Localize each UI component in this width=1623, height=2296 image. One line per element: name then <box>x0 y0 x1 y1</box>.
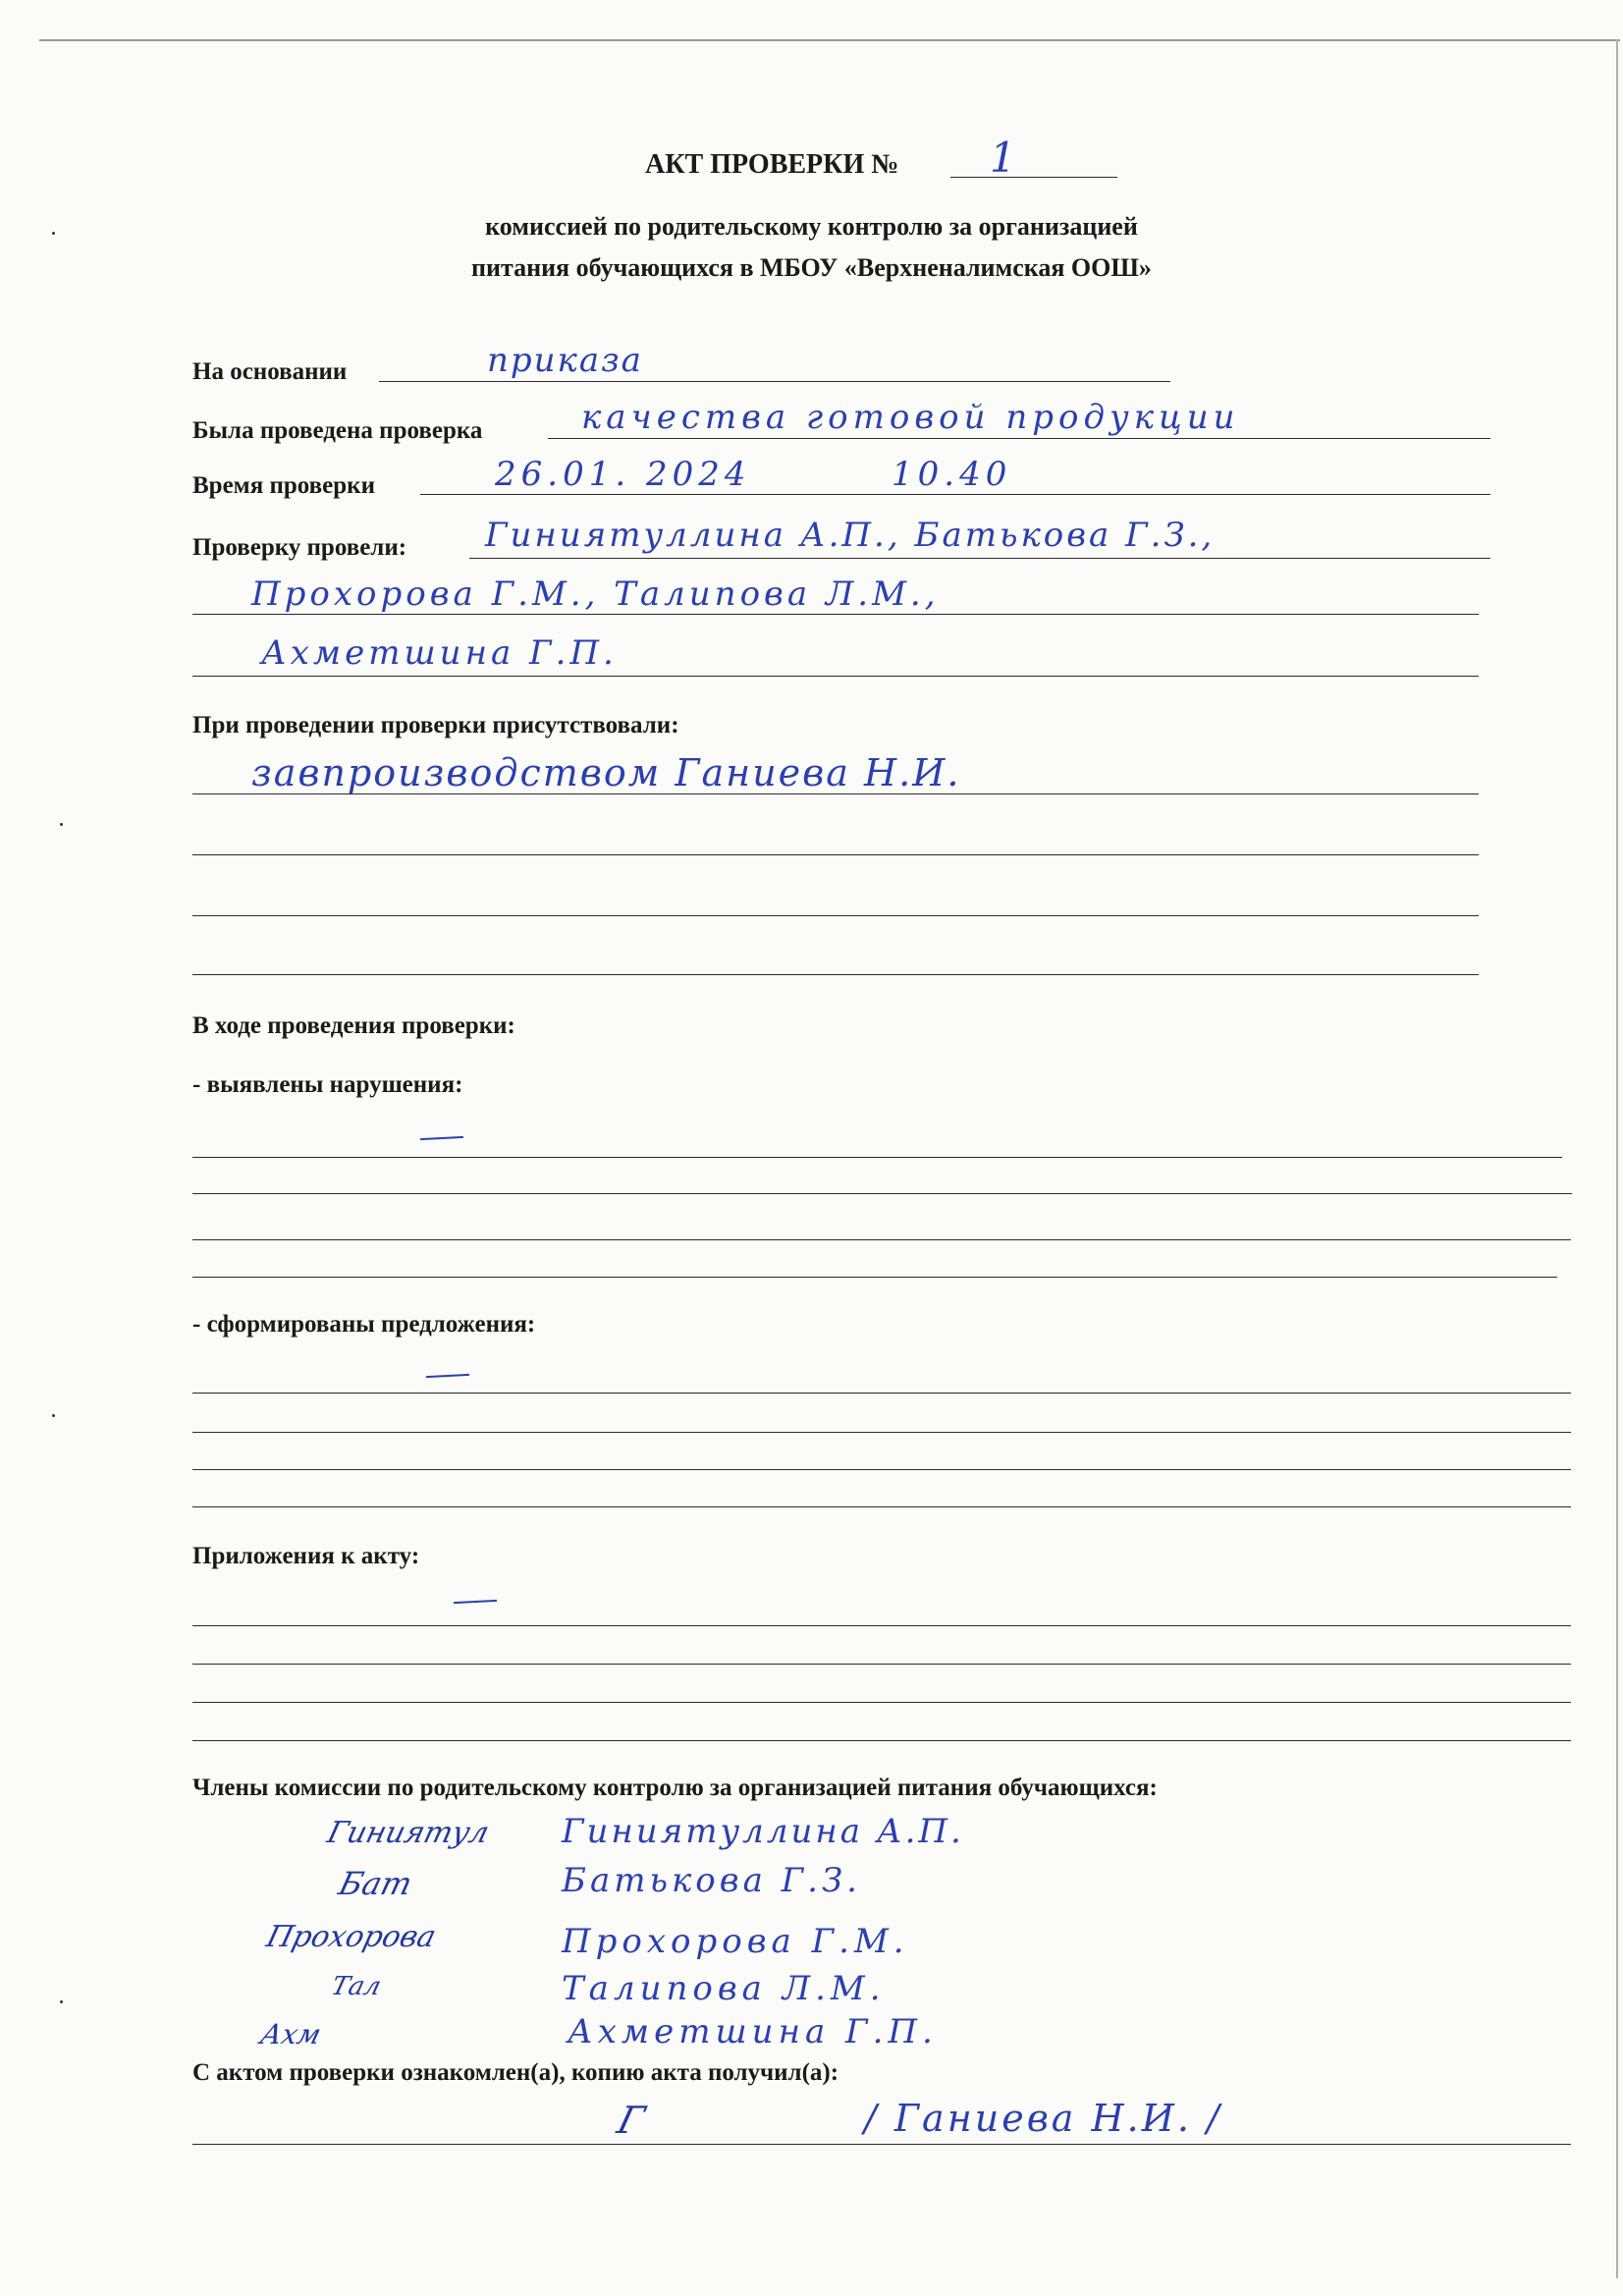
time-label: Время проверки <box>192 472 375 499</box>
member-name: Батькова Г.З. <box>562 1861 861 1900</box>
inspectors-value-1: Гиниятуллина А.П., Батькова Г.З., <box>485 516 1216 555</box>
proposals-line-2 <box>192 1432 1571 1433</box>
inspectors-line-3 <box>192 676 1479 677</box>
check-label: Была проведена проверка <box>192 417 483 444</box>
member-name: Гиниятуллина А.П. <box>562 1812 964 1851</box>
present-line-4 <box>192 974 1479 975</box>
check-value: качества готовой продукции <box>581 398 1240 437</box>
acknowledgment-line <box>192 2144 1571 2145</box>
proposals-line-3 <box>192 1469 1571 1470</box>
violations-line-1 <box>192 1157 1562 1158</box>
act-title: АКТ ПРОВЕРКИ № <box>645 149 899 180</box>
inspectors-label: Проверку провели: <box>192 534 407 561</box>
violations-value <box>420 1116 450 1149</box>
attachments-value <box>454 1579 483 1613</box>
violations-line-2 <box>192 1193 1572 1194</box>
time-hour: 10.40 <box>892 455 1012 494</box>
acknowledgment-label: С актом проверки ознакомлен(а), копию акта получил(а): <box>192 2059 839 2086</box>
check-line <box>548 438 1490 439</box>
present-line-2 <box>192 854 1479 855</box>
member-signature: Тал <box>328 1972 385 2001</box>
binder-mark <box>60 2000 63 2003</box>
time-line <box>420 494 1490 495</box>
attachments-line-1 <box>192 1625 1571 1626</box>
present-line-3 <box>192 915 1479 916</box>
proposals-label: - сформированы предложения: <box>192 1311 536 1338</box>
present-value: завпроизводством Ганиева Н.И. <box>251 751 961 794</box>
inspectors-line-2 <box>192 614 1479 615</box>
proposals-value <box>426 1353 456 1387</box>
act-number-line <box>950 177 1117 178</box>
binder-mark <box>60 823 63 826</box>
member-signature: Прохорова <box>262 1920 440 1954</box>
subtitle-line-2: питания обучающихся в МБОУ «Верхненалимская ООШ» <box>471 253 1152 282</box>
member-signature: Гиниятул <box>323 1816 493 1850</box>
attachments-label: Приложения к акту: <box>192 1543 420 1569</box>
member-signature: Ахм <box>257 2018 325 2050</box>
subtitle-line-1: комиссией по родительскому контролю за организацией <box>485 212 1138 241</box>
acknowledgment-signature: Г <box>613 2099 649 2142</box>
attachments-line-2 <box>192 1664 1571 1665</box>
member-name: Прохорова Г.М. <box>562 1922 909 1961</box>
member-name: Талипова Л.М. <box>562 1969 886 2008</box>
binder-mark <box>52 1414 55 1417</box>
present-label: При проведении проверки присутствовали: <box>192 712 679 738</box>
inspectors-value-2: Прохорова Г.М., Талипова Л.М., <box>251 574 940 614</box>
member-signature: Бат <box>335 1865 416 1902</box>
violations-line-3 <box>192 1239 1571 1240</box>
page-edge-right <box>1616 39 1618 2278</box>
page-edge-top <box>39 39 1620 41</box>
attachments-line-4 <box>192 1740 1571 1741</box>
proposals-line-4 <box>192 1506 1571 1507</box>
basis-value: приказа <box>487 341 643 380</box>
member-name: Ахметшина Г.П. <box>568 2012 938 2051</box>
violations-label: - выявлены нарушения: <box>192 1071 463 1098</box>
basis-line <box>379 381 1170 382</box>
violations-line-4 <box>192 1277 1557 1278</box>
course-label: В ходе проведения проверки: <box>192 1012 515 1039</box>
inspectors-value-3: Ахметшина Г.П. <box>261 633 618 673</box>
act-number: 1 <box>990 134 1018 182</box>
acknowledgment-name: / Ганиева Н.И. / <box>864 2097 1222 2140</box>
members-label: Члены комиссии по родительскому контролю за организацией питания обучающихся: <box>192 1775 1158 1801</box>
inspectors-line-1 <box>469 558 1490 559</box>
attachments-line-3 <box>192 1702 1571 1703</box>
proposals-line-1 <box>192 1393 1571 1394</box>
basis-label: На основании <box>192 358 348 385</box>
time-date: 26.01. 2024 <box>495 455 751 494</box>
